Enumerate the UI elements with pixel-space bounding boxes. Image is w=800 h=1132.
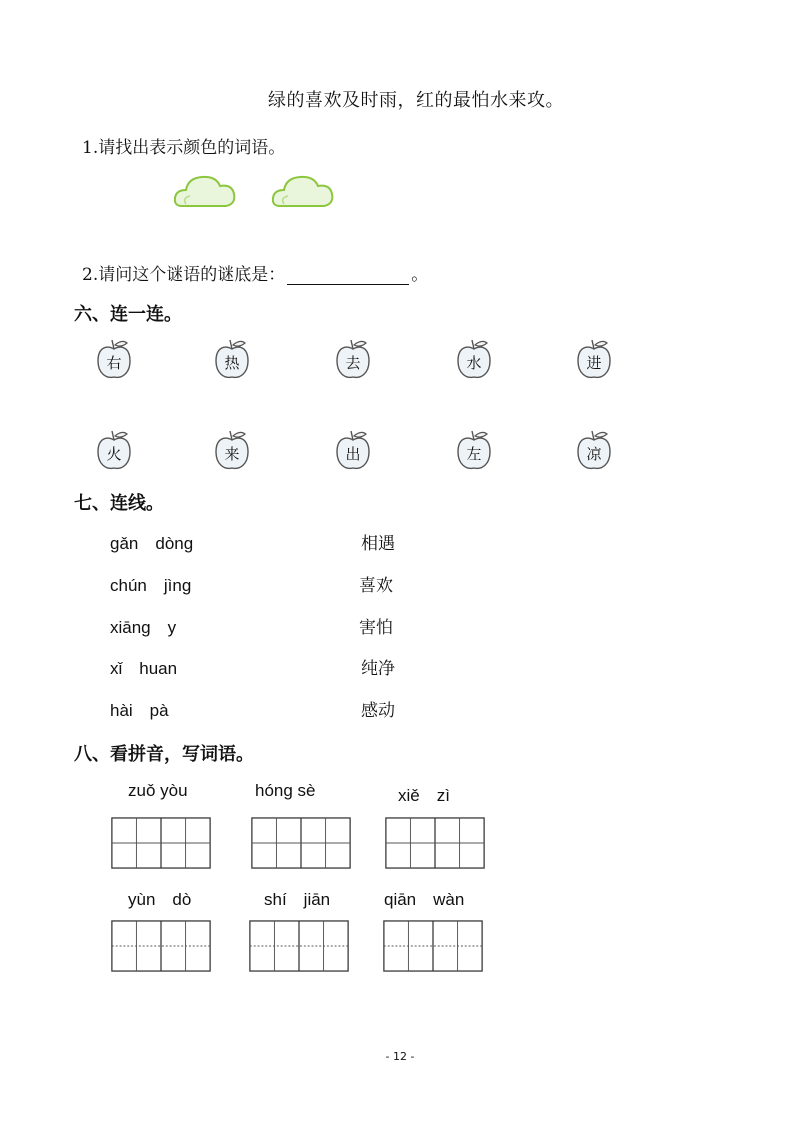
apple-character: 水 [466, 354, 482, 372]
cloud-answer-box-1[interactable] [172, 168, 238, 214]
pinyin-item[interactable]: xiāng y [110, 618, 177, 637]
page-number: - 12 - [385, 1050, 415, 1063]
writing-grid[interactable] [382, 920, 484, 972]
pinyin-prompt: xiě zì [398, 786, 450, 805]
pinyin-item[interactable]: xǐ huan [110, 659, 178, 678]
writing-grid[interactable] [250, 817, 352, 869]
apple-character: 来 [224, 445, 240, 463]
word-item[interactable]: 相遇 [361, 534, 395, 554]
writing-grid[interactable] [110, 920, 212, 972]
section-6-title: 六、连一连。 [74, 304, 182, 325]
answer-blank[interactable] [287, 266, 409, 285]
apple-character: 出 [345, 445, 361, 463]
pinyin-item[interactable]: chún jìng [110, 576, 192, 595]
apple-character: 火 [106, 445, 122, 463]
apple-card[interactable] [334, 428, 372, 472]
apple-card[interactable] [575, 428, 613, 472]
apple-card[interactable] [334, 337, 372, 381]
pinyin-prompt: hóng sè [255, 781, 316, 800]
apple-card[interactable] [95, 428, 133, 472]
apple-character: 右 [106, 354, 122, 372]
word-item[interactable]: 害怕 [359, 618, 393, 638]
apple-character: 进 [586, 354, 602, 372]
pinyin-item[interactable]: hài pà [110, 701, 169, 720]
apple-card[interactable] [213, 337, 251, 381]
question-2-end: 。 [411, 265, 429, 285]
apple-character: 左 [466, 445, 482, 463]
writing-grid[interactable] [248, 920, 350, 972]
question-2 [82, 260, 428, 285]
writing-grid[interactable] [384, 817, 486, 869]
apple-card[interactable] [95, 337, 133, 381]
cloud-answer-box-2[interactable] [270, 168, 336, 214]
word-item[interactable]: 纯净 [361, 659, 395, 679]
apple-card[interactable] [213, 428, 251, 472]
word-item[interactable]: 感动 [361, 701, 395, 721]
pinyin-prompt: shí jiān [264, 890, 331, 909]
word-item[interactable]: 喜欢 [359, 576, 393, 596]
question-1: 1.请找出表示颜色的词语。 [82, 138, 286, 158]
pinyin-prompt: zuǒ yòu [128, 781, 188, 800]
apple-character: 凉 [586, 445, 602, 463]
apple-character: 去 [345, 354, 361, 372]
pinyin-item[interactable]: gǎn dòng [110, 534, 194, 553]
apple-card[interactable] [455, 337, 493, 381]
section-8-title: 八、看拼音，写词语。 [74, 744, 254, 765]
apple-card[interactable] [575, 337, 613, 381]
writing-grid[interactable] [110, 817, 212, 869]
riddle-text: 绿的喜欢及时雨，红的最怕水来攻。 [268, 90, 564, 111]
pinyin-prompt: qiān wàn [384, 890, 465, 909]
question-2-text: 2.请问这个谜语的谜底是： [82, 265, 286, 285]
pinyin-prompt: yùn dò [128, 890, 192, 909]
apple-character: 热 [224, 354, 240, 372]
section-7-title: 七、连线。 [74, 493, 164, 514]
apple-card[interactable] [455, 428, 493, 472]
